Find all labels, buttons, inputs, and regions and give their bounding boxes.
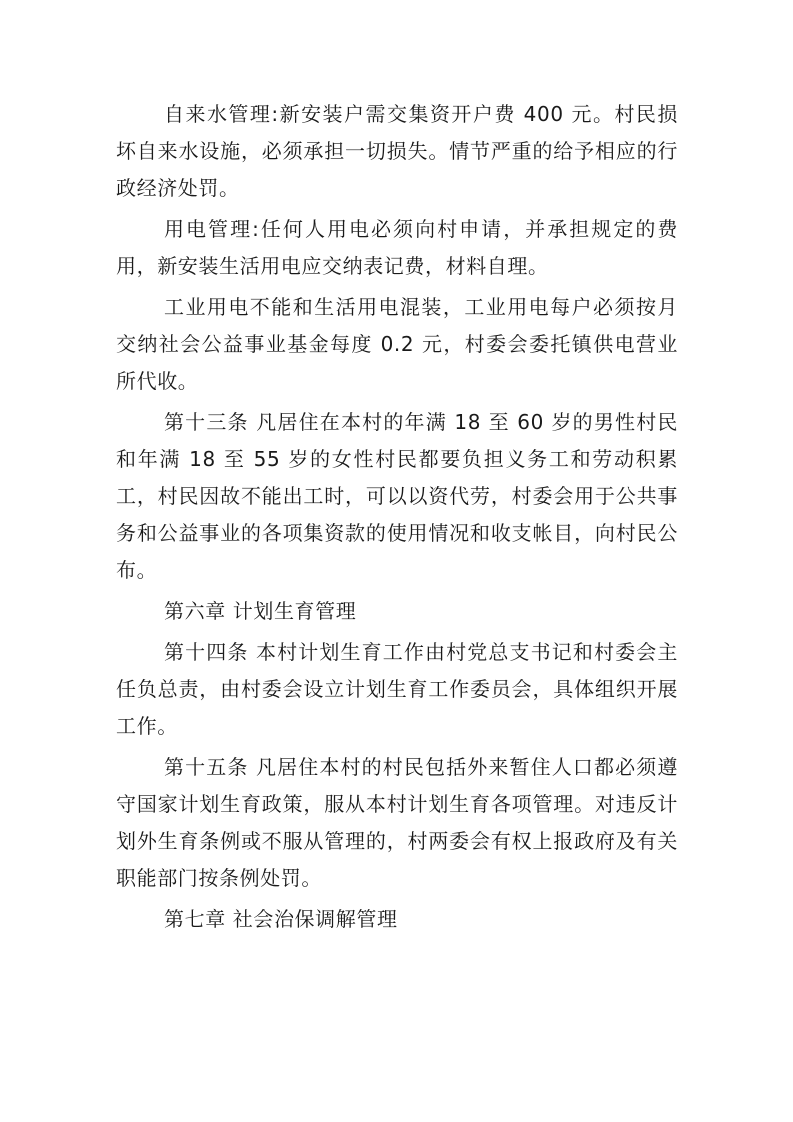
paragraph-article-14: 第十四条 本村计划生育工作由村党总支书记和村委会主任负总责，由村委会设立计划生育工作委员会，具体组织开展工作。 [116, 640, 678, 738]
paragraph-electricity-management: 用电管理:任何人用电必须向村申请，并承担规定的费用，新安装生活用电应交纳表记费，材料自理。 [116, 217, 678, 278]
paragraph-article-15: 第十五条 凡居住本村的村民包括外来暂住人口都必须遵守国家计划生育政策，服从本村计划生育各项管理。对违反计划外生育条例或不服从管理的，村两委会有权上报政府及有关职能部门按条例处罚。 [116, 755, 678, 890]
chapter-heading-6: 第六章 计划生育管理 [164, 599, 357, 623]
document-body [116, 96, 678, 938]
paragraph-industrial-electricity: 工业用电不能和生活用电混装，工业用电每户必须按月交纳社会公益事业基金每度 0.2 元，村委会委托镇供电营业所代收。 [116, 295, 678, 393]
chapter-heading-7: 第七章 社会治保调解管理 [164, 907, 398, 931]
paragraph-article-13: 第十三条 凡居住在本村的年满 18 至 60 岁的男性村民和年满 18 至 55 岁的女性村民都要负担义务工和劳动积累工，村民因故不能出工时，可以以资代劳，村委会用于公共事务和公益事业的各项集资款的使用情况和收支帐目，向村民公布。 [116, 410, 678, 582]
paragraph-water-management: 自来水管理:新安装户需交集资开户费 400 元。村民损坏自来水设施，必须承担一切损失。情节严重的给予相应的行政经济处罚。 [116, 102, 678, 200]
